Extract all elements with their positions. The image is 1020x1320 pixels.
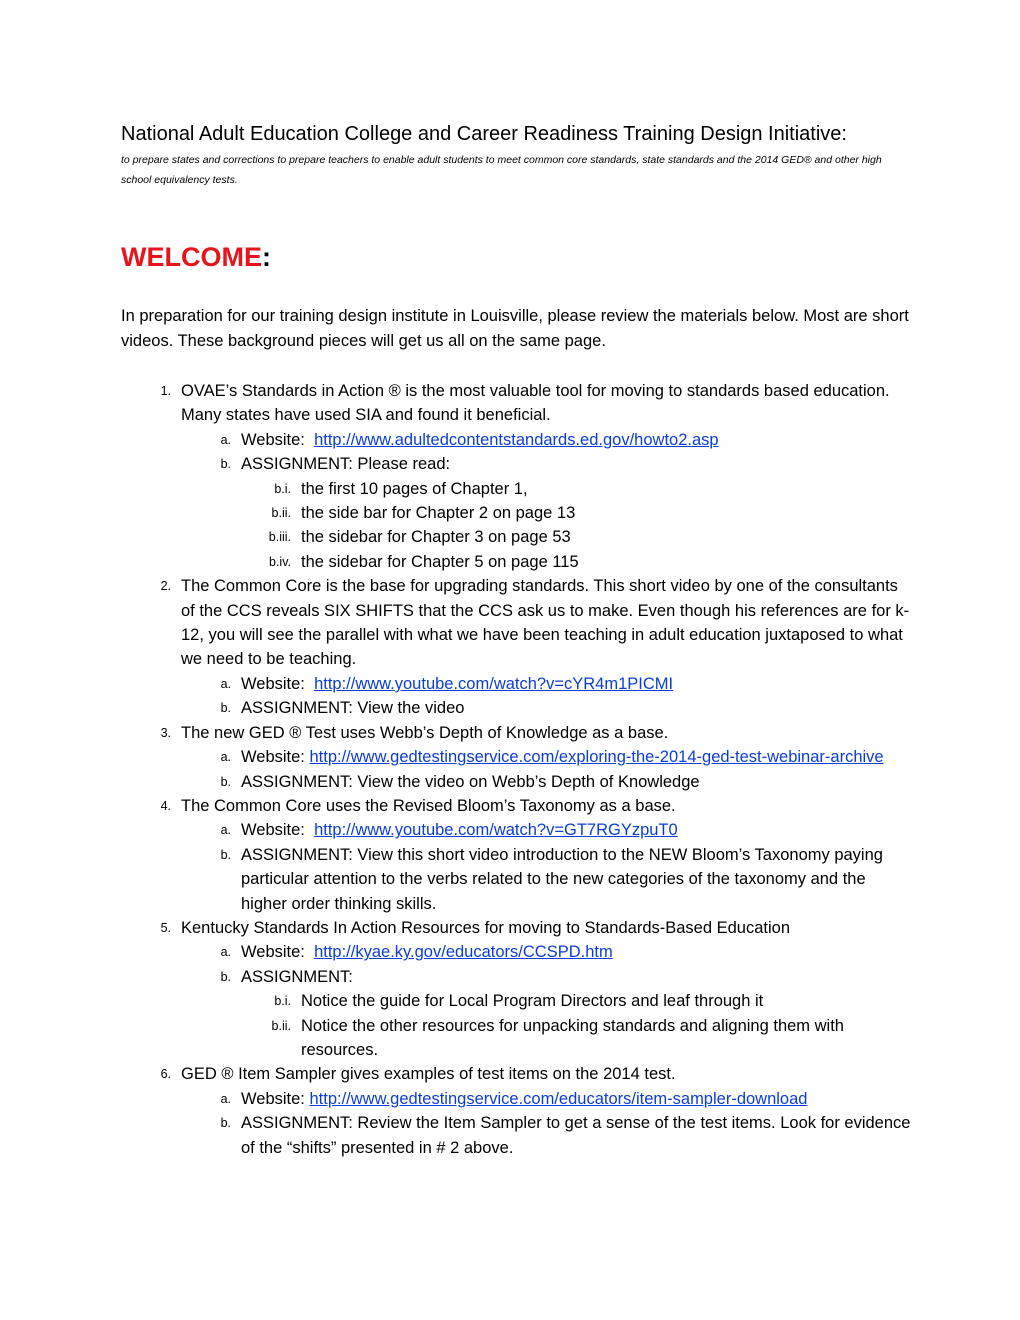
sub-list	[181, 745, 911, 794]
sub-list-item	[181, 1087, 911, 1111]
sub-sub-item-number: b.iv.	[269, 554, 291, 569]
sub-sub-item-number: b.i.	[274, 481, 291, 496]
welcome-word: WELCOME	[121, 242, 262, 272]
sub-sub-list-item	[241, 501, 911, 525]
sub-sub-item-text: the sidebar for Chapter 5 on page 115	[301, 552, 579, 571]
website-label: Website:	[241, 674, 315, 693]
sub-list	[181, 428, 911, 574]
sub-item-text: ASSIGNMENT: View the video on Webb’s Depth of Knowledge	[241, 772, 700, 791]
sub-item-number: b.	[220, 847, 231, 862]
sub-item-number: b.	[220, 1116, 231, 1131]
sub-list-item	[181, 452, 911, 574]
website-link[interactable]: http://kyae.ky.gov/educators/CCSPD.htm	[314, 943, 613, 962]
sub-sub-item-text: the sidebar for Chapter 3 on page 53	[301, 528, 571, 547]
sub-list	[181, 672, 911, 721]
item-text: The new GED ® Test uses Webb’s Depth of Knowledge as a base.	[181, 723, 669, 742]
sub-list	[181, 818, 911, 916]
item-text: The Common Core uses the Revised Bloom’s Taxonomy as a base.	[181, 796, 676, 815]
item-number: 4.	[160, 798, 171, 813]
document-page	[121, 120, 911, 1160]
sub-item-number: a.	[220, 1091, 231, 1106]
sub-item-number: a.	[220, 676, 231, 691]
website-link[interactable]: http://www.gedtestingservice.com/exploring-the-2014-ged-test-webinar-archive	[309, 748, 884, 767]
website-label: Website:	[241, 1089, 310, 1108]
document-title: National Adult Education College and Career Readiness Training Design Initiative:	[121, 123, 847, 145]
document-subtitle: to prepare states and corrections to prepare teachers to enable adult students to meet common core standards, state standards and the 2014 GED® and other high school equivalency tests.	[121, 154, 882, 186]
sub-list-item	[181, 428, 911, 452]
sub-sub-item-number: b.ii.	[271, 506, 291, 521]
list-item	[121, 574, 911, 720]
sub-item-text: ASSIGNMENT: Please read:	[241, 455, 451, 474]
sub-list-item	[181, 843, 911, 916]
item-number: 6.	[160, 1067, 171, 1082]
welcome-heading	[121, 240, 911, 274]
item-number: 3.	[160, 725, 171, 740]
website-link[interactable]: http://www.youtube.com/watch?v=cYR4m1PICMI	[314, 674, 674, 693]
sub-sub-item-text: the first 10 pages of Chapter 1,	[301, 479, 528, 498]
sub-list-item	[181, 696, 911, 720]
sub-list-item	[181, 1111, 911, 1160]
website-label: Website:	[241, 943, 315, 962]
website-label: Website:	[241, 748, 310, 767]
item-text: OVAE’s Standards in Action ® is the most valuable tool for moving to standards based education. Many states have used SIA and found it beneficial.	[181, 382, 890, 425]
sub-sub-item-text: Notice the other resources for unpacking standards and aligning them with resources.	[301, 1016, 844, 1059]
website-link[interactable]: http://www.adultedcontentstandards.ed.gov/howto2.asp	[314, 430, 719, 449]
sub-item-number: b.	[220, 457, 231, 472]
item-number: 2.	[160, 579, 171, 594]
sub-list-item	[181, 672, 911, 696]
website-label: Website:	[241, 430, 315, 449]
sub-sub-item-number: b.i.	[274, 994, 291, 1009]
sub-sub-list	[241, 477, 911, 575]
list-item	[121, 1062, 911, 1160]
item-number: 5.	[160, 920, 171, 935]
sub-sub-item-number: b.ii.	[271, 1018, 291, 1033]
sub-item-text: ASSIGNMENT:	[241, 967, 353, 986]
item-text: GED ® Item Sampler gives examples of test items on the 2014 test.	[181, 1065, 676, 1084]
item-text: Kentucky Standards In Action Resources for moving to Standards-Based Education	[181, 918, 791, 937]
intro-paragraph: In preparation for our training design institute in Louisville, please review the materials below. Most are short videos. These background pieces will get us all on the same page.	[121, 307, 909, 350]
sub-sub-list-item	[241, 1014, 911, 1063]
sub-sub-list-item	[241, 525, 911, 549]
sub-list	[181, 940, 911, 1062]
sub-sub-list	[241, 989, 911, 1062]
sub-item-number: a.	[220, 823, 231, 838]
website-label: Website:	[241, 821, 315, 840]
sub-item-number: a.	[220, 750, 231, 765]
list-item	[121, 794, 911, 916]
sub-item-number: a.	[220, 945, 231, 960]
sub-sub-item-number: b.iii.	[268, 530, 291, 545]
sub-item-text: ASSIGNMENT: View this short video introduction to the NEW Bloom’s Taxonomy paying particular attention to the verbs related to the new categories of the taxonomy and the higher order thinking skills.	[241, 845, 883, 913]
sub-item-number: a.	[220, 432, 231, 447]
sub-item-text: ASSIGNMENT: Review the Item Sampler to get a sense of the test items. Look for evidence of the “shifts” presented in # 2 above.	[241, 1114, 911, 1157]
list-item	[121, 379, 911, 574]
assignment-list	[121, 379, 911, 1160]
website-link[interactable]: http://www.gedtestingservice.com/educators/item-sampler-download	[309, 1089, 808, 1108]
welcome-colon: :	[262, 242, 271, 272]
sub-sub-list-item	[241, 477, 911, 501]
list-item	[121, 721, 911, 794]
sub-list-item	[181, 940, 911, 964]
sub-item-number: b.	[220, 774, 231, 789]
website-link[interactable]: http://www.youtube.com/watch?v=GT7RGYzpuT0	[314, 821, 678, 840]
sub-sub-list-item	[241, 989, 911, 1013]
list-item	[121, 916, 911, 1062]
sub-list-item	[181, 745, 911, 769]
sub-item-text: ASSIGNMENT: View the video	[241, 699, 465, 718]
sub-sub-item-text: the side bar for Chapter 2 on page 13	[301, 504, 576, 523]
item-number: 1.	[160, 384, 171, 398]
sub-sub-item-text: Notice the guide for Local Program Directors and leaf through it	[301, 992, 764, 1011]
sub-list	[181, 1087, 911, 1160]
sub-list-item	[181, 965, 911, 1063]
sub-item-number: b.	[220, 969, 231, 984]
sub-item-number: b.	[220, 701, 231, 716]
sub-sub-list-item	[241, 550, 911, 574]
sub-list-item	[181, 818, 911, 842]
sub-list-item	[181, 770, 911, 794]
item-text: The Common Core is the base for upgrading standards. This short video by one of the consultants of the CCS reveals SIX SHIFTS that the CCS ask us to make. Even though his references are for k-12, you will see the parallel with what we have been teaching in adult education juxtaposed to what we need to be teaching.	[181, 577, 910, 669]
